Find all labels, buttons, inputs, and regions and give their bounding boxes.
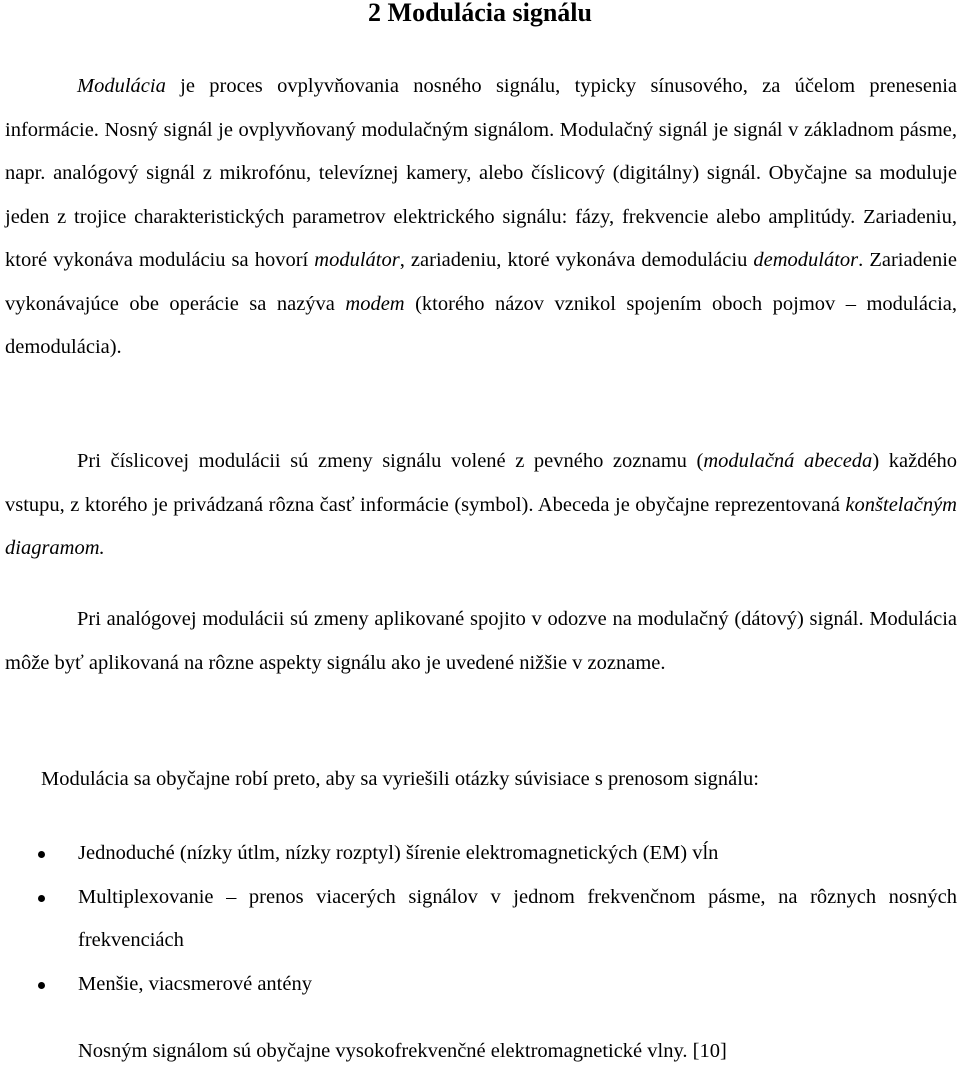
list-item-text: Multiplexovanie – prenos viacerých signálov v jednom frekvenčnom pásme, na rôznych nosných frekvenciách [78,885,957,951]
paragraph-text: Pri číslicovej modulácii sú zmeny signálu volené z pevného zoznamu ( [77,450,704,472]
reasons-list [0,832,960,1006]
paragraph-text: je proces ovplyvňovania nosného signálu, typicky sínusového, za účelom prenesenia informácie. Nosný signál je ovplyvňovaný modulačným signálom. Modulačný signál je signál v základnom pásme, napr. analógový signál z mikrofónu, televíznej kamery, alebo číslicový (digitálny) signál. Obyčajne sa moduluje jeden z trojice charakteristických parametrov elektrického signálu: fázy, frekvencie alebo amplitúdy. Zariadeniu, ktoré vykonáva moduláciu sa hovorí [5,75,957,271]
term-demodulator: demodulátor [753,249,859,271]
term-modem: modem [345,292,405,315]
paragraph-digital-modulation [5,440,957,571]
list-item-text: Jednoduché (nízky útlm, nízky rozptyl) šírenie elektromagnetických (EM) vĺn [78,842,719,864]
bullet-icon [38,895,45,902]
paragraph-text: ) každého vstupu, z ktorého je privádzaná rôzna časť informácie (symbol). Abeceda je obyčajne reprezentovaná [5,450,958,516]
paragraph-text: , zariadeniu, ktoré vykonáva demoduláciu [399,249,754,271]
list-item [0,963,957,1007]
list-item [0,832,957,876]
term-modulation-alphabet: modulačná abeceda [703,450,873,472]
paragraph-modulation-definition [5,65,957,370]
paragraph-modulation-reasons: Modulácia sa obyčajne robí preto, aby sa vyriešili otázky súvisiace s prenosom signálu: [41,768,759,790]
bullet-icon [38,851,45,858]
term-modulator: modulátor [314,249,400,271]
paragraph-text: Pri analógovej modulácii sú zmeny aplikované spojito v odozve na modulačný (dátový) signál. Modulácia môže byť aplikovaná na rôzne aspekty signálu ako je uvedené nižšie v zozname. [5,608,957,674]
list-item-text: Menšie, viacsmerové antény [78,972,312,995]
term-constellation-diagram: konštelačným diagramom. [5,493,957,559]
paragraph-carrier-signal: Nosným signálom sú obyčajne vysokofrekvenčné elektromagnetické vlny. [10] [78,1040,727,1062]
paragraph-analog-modulation [5,598,957,685]
term-modulacia: Modulácia [77,75,166,97]
paragraph-text: (ktorého názov vznikol spojením oboch pojmov – modulácia, demodulácia). [5,292,957,358]
bullet-icon [38,982,45,989]
section-heading: 2 Modulácia signálu [368,0,592,27]
paragraph-text: . Zariadenie vykonávajúce obe operácie sa nazýva [5,249,957,315]
list-item [0,876,957,963]
